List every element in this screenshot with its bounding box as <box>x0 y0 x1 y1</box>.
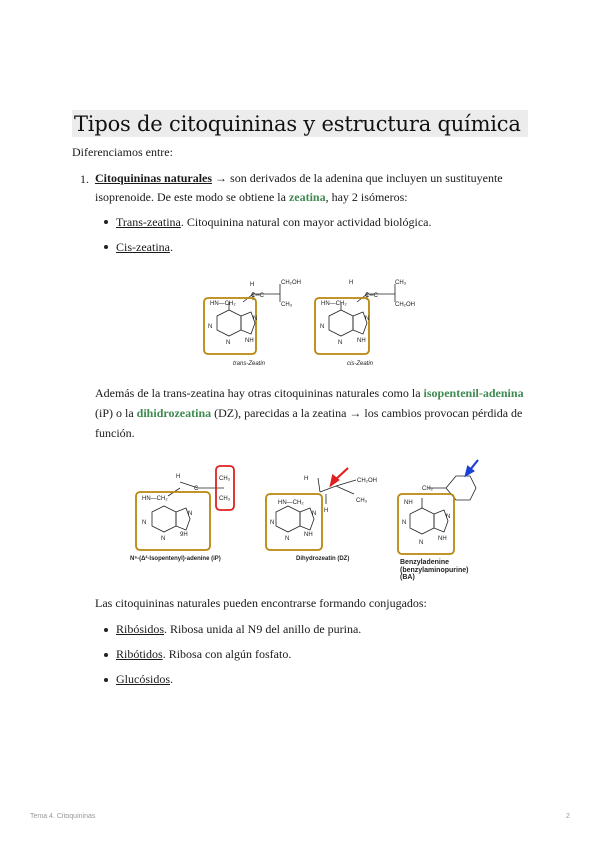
ba-label-1: Benzyladenine <box>400 559 450 566</box>
footer-title: Tema 4. Citoquininas <box>30 813 96 820</box>
ba-ch2: CH₂ <box>422 486 433 492</box>
term-ribosidos: Ribósidos <box>116 622 165 636</box>
ba-structure <box>398 476 476 554</box>
ip-label: N⁶-(Δ²-Isopentenyl)-adenine (iP) <box>130 556 221 562</box>
term-dihidrozeatina: dihidrozeatina <box>136 406 212 420</box>
intro-text: Diferenciamos entre: <box>72 145 173 159</box>
glucosidos-desc: . <box>170 672 173 686</box>
ba-label-3: (BA) <box>400 574 415 581</box>
ba-blue-arrow <box>466 460 478 475</box>
ribosidos-desc: . Ribosa unida al N9 del anillo de purina. <box>164 622 362 636</box>
cis-n1: N <box>320 324 325 330</box>
trans-hn-ch2: HN—CH₂ <box>210 301 236 307</box>
figure-zeatin-isomers <box>195 272 425 372</box>
cis-ch3: CH₃ <box>395 280 407 286</box>
bullet-dot <box>104 678 108 682</box>
cis-c-eq-c: C═C <box>365 293 378 299</box>
trans-n1: N <box>208 324 213 330</box>
ba-label-2: (benzylaminopurine) <box>400 567 469 574</box>
ip-n3: N <box>161 536 166 542</box>
para1-line1 <box>95 383 524 403</box>
cis-hn-ch2: HN—CH₂ <box>321 301 347 307</box>
ip-ch3-top: CH₃ <box>219 476 231 482</box>
para1-line3: función. <box>95 426 135 440</box>
para1-line2 <box>95 403 522 423</box>
ip-h: H <box>176 474 181 480</box>
sub-item-cis-zeatina <box>116 237 173 257</box>
dz-n3: N <box>285 536 290 542</box>
cis-zeatin-structure <box>315 284 395 354</box>
dz-nh: NH <box>304 532 313 538</box>
term-isopentenil-adenina: isopentenil-adenina <box>423 386 524 400</box>
trans-ch3: CH₃ <box>281 302 293 308</box>
dz-h-top: H <box>304 476 309 482</box>
bullet-dot <box>104 245 108 249</box>
trans-c-eq-c: C═C <box>251 293 264 299</box>
dz-h-bottom: H <box>324 508 329 514</box>
dz-ch2oh: CH₂OH <box>357 478 377 484</box>
para1-line2-b: (DZ), parecidas a la zeatina → los cambios provocan pérdida de <box>211 406 523 420</box>
sub-item-trans-zeatina <box>116 212 431 232</box>
dz-structure <box>266 478 356 550</box>
dz-ch3: CH₃ <box>356 498 368 504</box>
cis-n7: N <box>365 316 370 322</box>
ba-hn: NH <box>404 500 413 506</box>
trans-zeatin-structure <box>204 284 280 354</box>
item1-line1 <box>95 168 503 188</box>
cis-h: H <box>349 280 354 286</box>
list-number-1: 1. <box>80 172 89 186</box>
trans-zeatina-desc: . Citoquinina natural con mayor actividad biológica. <box>180 215 432 229</box>
para1-line2-a: (iP) o la <box>95 406 137 420</box>
item1-line2-b: , hay 2 isómeros: <box>325 190 408 204</box>
term-glucosidos: Glucósidos <box>116 672 170 686</box>
trans-n7: N <box>253 316 258 322</box>
ip-n1: N <box>142 520 147 526</box>
item1-line1-rest: → son derivados de la adenina que incluyen un sustituyente <box>212 171 503 185</box>
ip-n7: N <box>188 511 193 517</box>
bullet-dot <box>104 628 108 632</box>
item1-line2-a: isoprenoide. De este modo se obtiene la <box>95 190 289 204</box>
dz-label: Dihydrozeatin (DZ) <box>296 556 350 562</box>
term-cis-zeatina: Cis-zeatina <box>116 240 170 254</box>
cis-n3: N <box>338 340 343 346</box>
item1-line2 <box>95 187 408 207</box>
trans-n3: N <box>226 340 231 346</box>
ip-hn-ch2: HN—CH₂ <box>142 496 168 502</box>
bullet-dot <box>104 653 108 657</box>
ba-n1: N <box>402 520 407 526</box>
term-ribotidos: Ribótidos <box>116 647 163 661</box>
ba-n7: N <box>446 514 451 520</box>
trans-zeatin-label: trans-Zeatin <box>233 361 266 367</box>
ba-n3: N <box>419 540 424 546</box>
cis-ch2oh: CH₂OH <box>395 302 415 308</box>
ip-ch3-bottom: CH₃ <box>219 496 231 502</box>
page-title: Tipos de citoquininas y estructura química <box>74 112 521 136</box>
dz-hn-ch2: HN—CH₂ <box>278 500 304 506</box>
bullet-dot <box>104 220 108 224</box>
ip-9h: 9H <box>180 532 188 538</box>
figure-cytokinin-structures <box>128 458 500 578</box>
para1-line1-a: Además de la trans-zeatina hay otras citoquininas naturales como la <box>95 386 424 400</box>
para2-text: Las citoquininas naturales pueden encontrarse formando conjugados: <box>95 596 427 610</box>
cis-zeatina-desc: . <box>169 240 173 254</box>
conjugate-ribosidos <box>116 619 361 639</box>
dz-n1: N <box>270 520 275 526</box>
trans-nh: NH <box>245 338 254 344</box>
cis-nh: NH <box>357 338 366 344</box>
footer-page-number: 2 <box>566 813 570 820</box>
term-trans-zeatina: Trans-zeatina <box>116 215 181 229</box>
term-citoquininas-naturales: Citoquininas naturales <box>95 171 213 185</box>
dz-n7: N <box>312 511 317 517</box>
cis-zeatin-label: cis-Zeatin <box>347 361 374 367</box>
term-zeatina: zeatina <box>288 190 326 204</box>
trans-h: H <box>250 282 255 288</box>
dz-red-arrow <box>331 468 348 485</box>
ba-nh: NH <box>438 536 447 542</box>
ip-c: C <box>194 486 199 492</box>
conjugate-ribotidos <box>116 644 291 664</box>
conjugate-glucosidos <box>116 669 173 689</box>
ribotidos-desc: . Ribosa con algún fosfato. <box>162 647 292 661</box>
trans-ch2oh: CH₂OH <box>281 280 301 286</box>
